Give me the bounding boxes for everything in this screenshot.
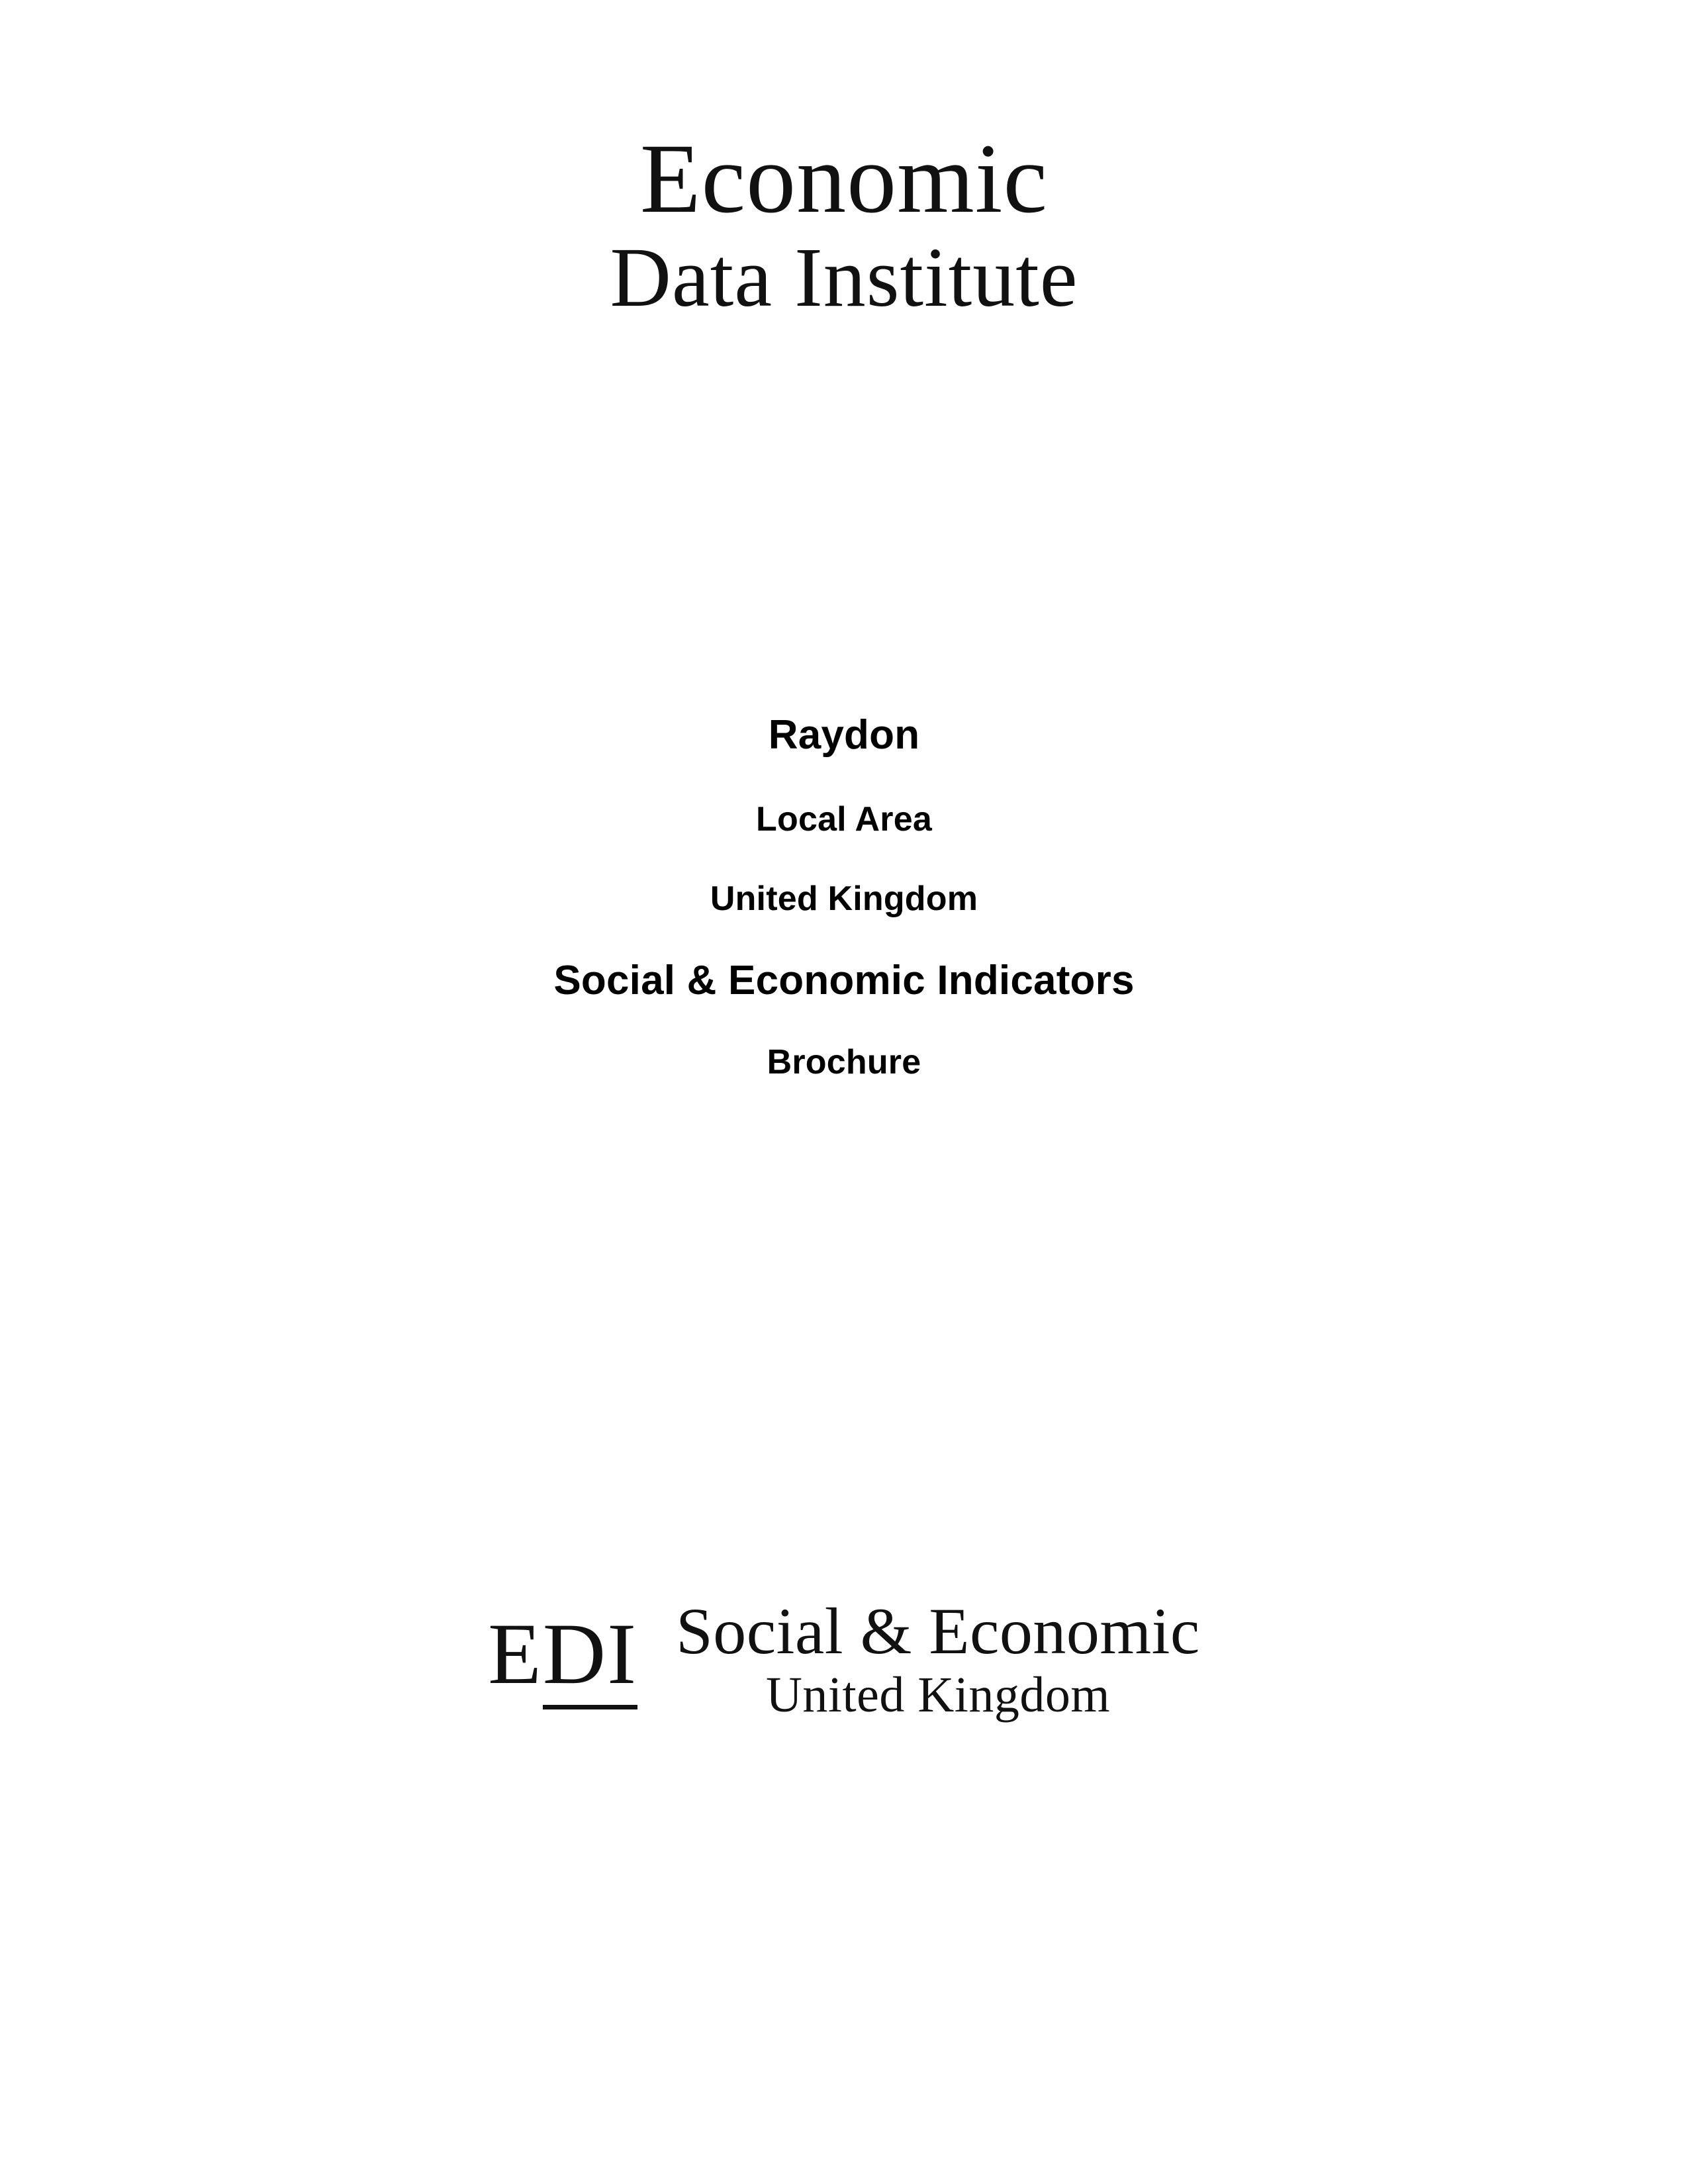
masthead-logo: [0, 124, 1688, 324]
edi-letter-d: D: [543, 1605, 607, 1709]
masthead-line-data-institute: Data Institute: [610, 230, 1078, 324]
edi-wordmark-line1: Social & Economic: [676, 1594, 1200, 1668]
edi-wordmark-line2: United Kingdom: [765, 1667, 1110, 1723]
area-name: Raydon: [768, 712, 920, 758]
document-type: Brochure: [767, 1043, 921, 1081]
edi-letter-i: I: [607, 1605, 637, 1709]
edi-wordmark: [676, 1594, 1200, 1723]
masthead-line-economic: Economic: [639, 124, 1049, 234]
country-name: United Kingdom: [710, 880, 978, 918]
document-subject: Social & Economic Indicators: [553, 958, 1135, 1003]
edi-monogram: [488, 1605, 638, 1706]
title-block: [0, 711, 1688, 1082]
edi-letter-e: E: [488, 1605, 543, 1702]
footer-logo: [0, 1594, 1688, 1723]
area-type: Local Area: [756, 800, 932, 839]
